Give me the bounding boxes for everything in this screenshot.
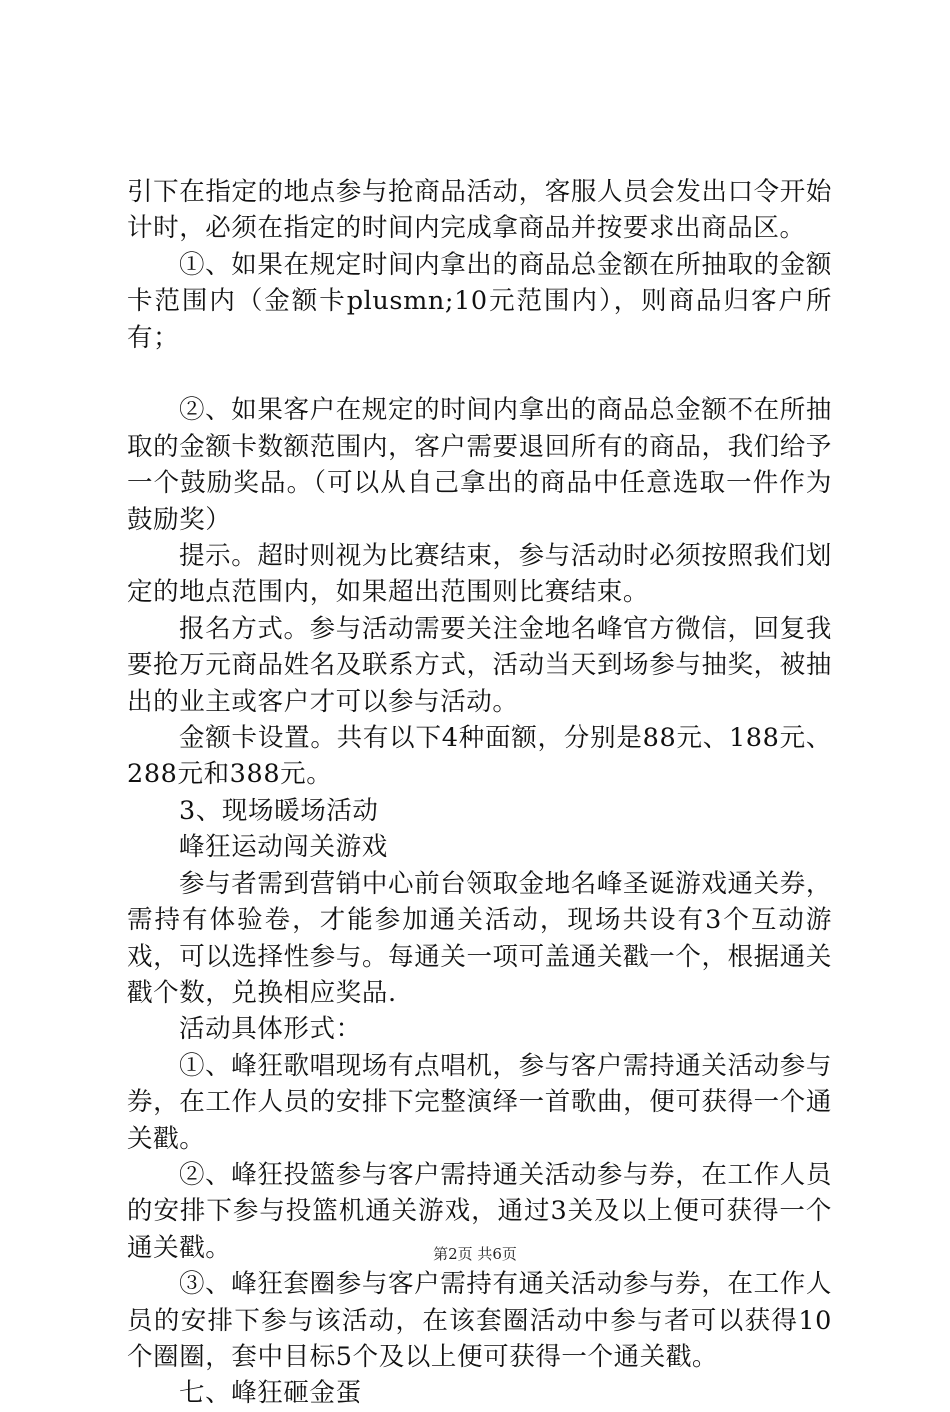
- paragraph-rule-2: ②、如果客户在规定的时间内拿出的商品总金额不在所抽取的金额卡数额范围内，客户需要退回所有的商品，我们给予一个鼓励奖品。（可以从自己拿出的商品中任意选取一件作为鼓励奖）: [127, 395, 832, 535]
- heading-activity-forms: 活动具体形式：: [179, 1014, 362, 1045]
- paragraph-ring-toss: ③、峰狂套圈参与客户需持有通关活动参与券，在工作人员的安排下参与该活动，在该套圈活动中参与者可以获得10个圈圈，套中目标5个及以上便可获得一个通关戳。: [127, 1269, 832, 1372]
- paragraph-rule-1: ①、如果在规定时间内拿出的商品总金额在所抽取的金额卡范围内（金额卡plusmn;10元范围内），则商品归客户所有；: [127, 249, 832, 353]
- paragraph-tip: 提示。超时则视为比赛结束，参与活动时必须按照我们划定的地点范围内，如果超出范围则比赛结束。: [127, 541, 832, 608]
- heading-golden-egg: 七、峰狂砸金蛋: [179, 1378, 362, 1409]
- paragraph-continued: 引下在指定的地点参与抢商品活动，客服人员会发出口令开始计时，必须在指定的时间内完成拿商品并按要求出商品区。: [127, 177, 832, 244]
- paragraph-card-settings: 金额卡设置。共有以下4种面额，分别是88元、188元、288元和388元。: [127, 723, 832, 790]
- paragraph-game-intro: 参与者需到营销中心前台领取金地名峰圣诞游戏通关券，需持有体验卷，才能参加通关活动，现场共设有3个互动游戏，可以选择性参与。每通关一项可盖通关戳一个，根据通关戳个数，兑换相应奖品.: [127, 868, 832, 1008]
- heading-game-title: 峰狂运动闯关游戏: [179, 832, 388, 863]
- blank-line: [127, 356, 832, 392]
- page-footer: 第2页 共6页: [433, 1245, 517, 1263]
- paragraph-singing: ①、峰狂歌唱现场有点唱机，参与客户需持通关活动参与券，在工作人员的安排下完整演绎一首歌曲，便可获得一个通关戳。: [127, 1050, 832, 1154]
- heading-warmup-activity: 3、现场暖场活动: [179, 795, 379, 826]
- document-body: [127, 174, 832, 1412]
- paragraph-signup: 报名方式。参与活动需要关注金地名峰官方微信，回复我要抢万元商品姓名及联系方式，活动当天到场参与抽奖，被抽出的业主或客户才可以参与活动。: [127, 613, 832, 717]
- paragraph-basketball: ②、峰狂投篮参与客户需持通关活动参与券，在工作人员的安排下参与投篮机通关游戏，通过3关及以上便可获得一个通关戳。: [127, 1159, 832, 1263]
